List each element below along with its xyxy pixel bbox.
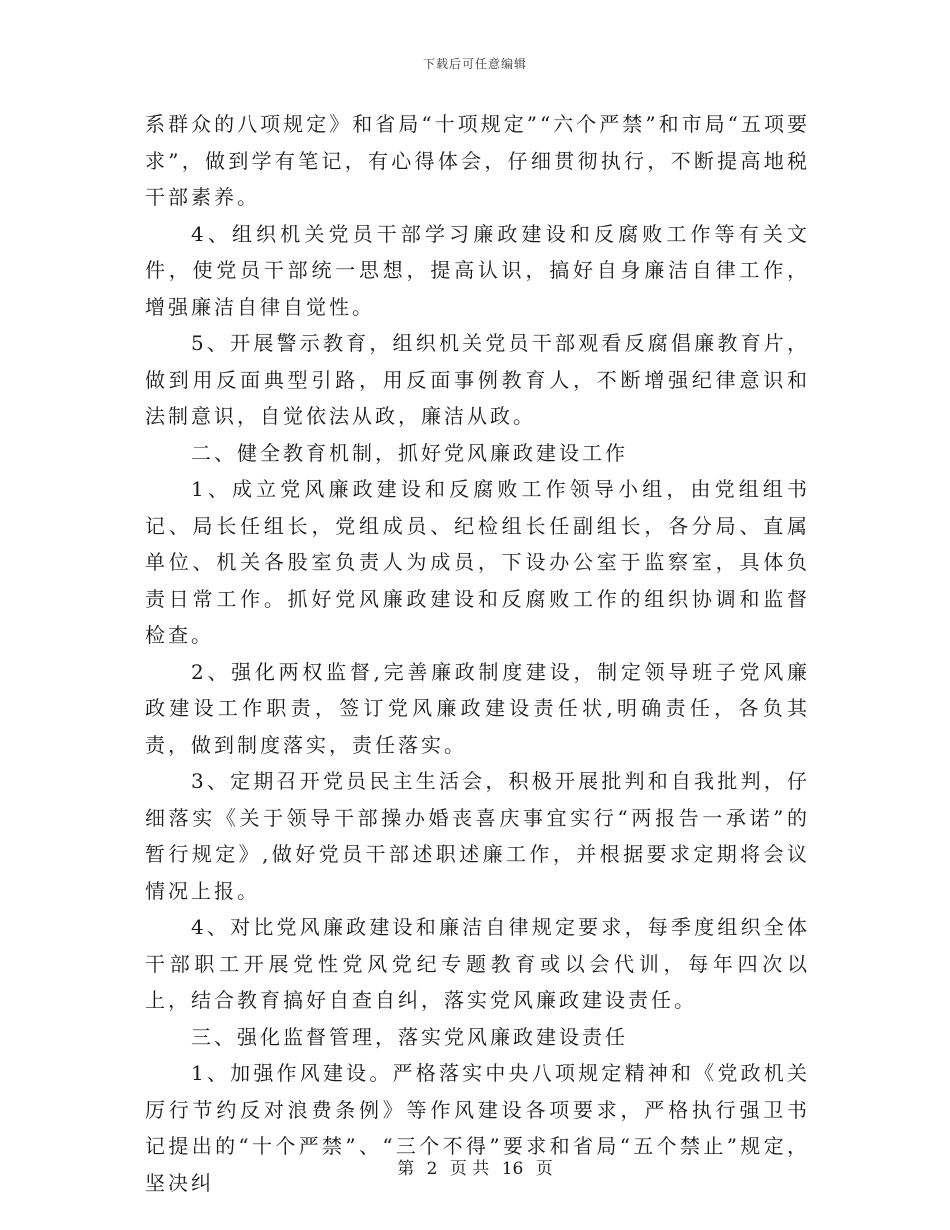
paragraph: 1、成立党风廉政建设和反腐败工作领导小组，由党组组书记、局长任组长，党组成员、纪检组长任副组长，各分局、直属单位、机关各股室负责人为成员，下设办公室于监察室，具体负责日常工作。抓好党风廉政建设和反腐败工作的组织协调和监督检查。: [145, 477, 810, 647]
footer-total-pages: 16: [501, 1159, 524, 1179]
document-body: [145, 106, 810, 1201]
footer-suffix: 页: [535, 1159, 553, 1179]
footer-prefix: 第: [397, 1159, 415, 1179]
paragraph: 5、开展警示教育，组织机关党员干部观看反腐倡廉教育片，做到用反面典型引路，用反面事例教育人，不断增强纪律意识和法制意识，自觉依法从政，廉洁从政。: [145, 331, 810, 428]
paragraph: 系群众的八项规定》和省局“十项规定”“六个严禁”和市局“五项要求”，做到学有笔记，有心得体会，仔细贯彻执行，不断提高地税干部素养。: [145, 112, 810, 209]
paragraph: 4、组织机关党员干部学习廉政建设和反腐败工作等有关文件，使党员干部统一思想，提高认识，搞好自身廉洁自律工作，增强廉洁自律自觉性。: [145, 221, 810, 319]
page-number-footer: [0, 1154, 950, 1179]
header-note: 下载后可任意编辑: [422, 57, 527, 71]
paragraph: 2、强化两权监督,完善廉政制度建设，制定领导班子党风廉政建设工作职责，签订党风廉政建设责任状,明确责任，各负其责，做到制度落实，责任落实。: [145, 659, 810, 757]
section-heading: 二、健全教育机制，抓好党风廉政建设工作: [191, 440, 628, 465]
footer-current-page: 2: [426, 1159, 438, 1179]
footer-middle: 页 共: [449, 1159, 490, 1179]
paragraph: 3、定期召开党员民主生活会，积极开展批判和自我批判，仔细落实《关于领导干部操办婚丧喜庆事宜实行“两报告一承诺”的暂行规定》,做好党员干部述职述廉工作，并根据要求定期将会议情况上报。: [145, 769, 810, 903]
section-heading: 三、强化监督管理，落实党风廉政建设责任: [191, 1024, 628, 1049]
paragraph: 1、加强作风建设。严格落实中央八项规定精神和《党政机关厉行节约反对浪费条例》等作风建设各项要求，严格执行强卫书记提出的“十个严禁”、“三个不得”要求和省局“五个禁止”规定，坚决纠: [145, 1061, 810, 1195]
paragraph: 4、对比党风廉政建设和廉洁自律规定要求，每季度组织全体干部职工开展党性党风党纪专题教育或以会代训，每年四次以上，结合教育搞好自查自纠，落实党风廉政建设责任。: [145, 915, 810, 1012]
